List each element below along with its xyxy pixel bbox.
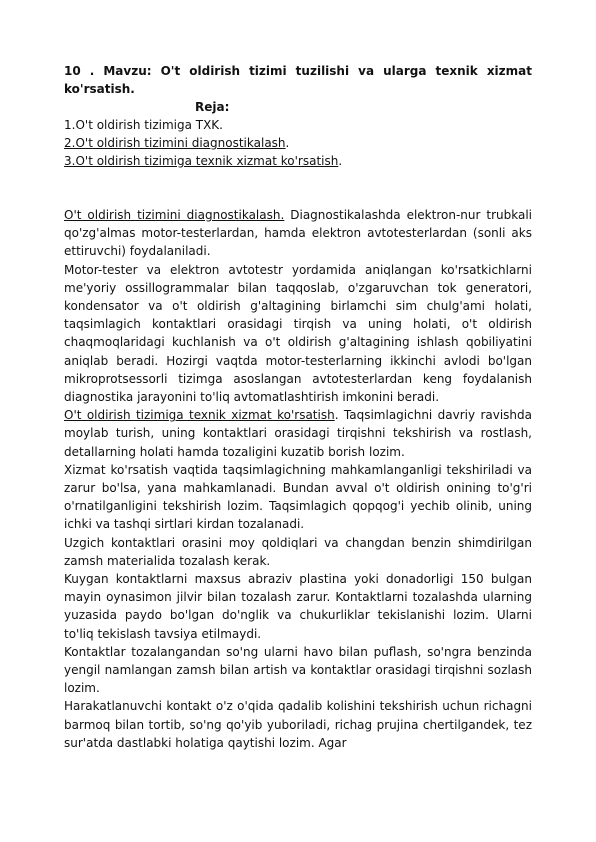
paragraph-service-check: Xizmat ko'rsatish vaqtida taqsimlagichning mahkamlanganligi tekshiriladi va zarur bo'lsa, yana mahkamlanadi. Bundan avval o't oldirish onining to'g'ri o'rnatilganligini tekshirish lozim. Taqsimlagich qopqog'i yechib olinib, uning ichki va tashqi sirtlari kirdan tozalanadi. [64, 462, 532, 532]
section-spacer [64, 170, 532, 206]
paragraph-maintenance-heading: O't oldirish tizimiga texnik xizmat ko'rsatish [64, 408, 335, 423]
paragraph-gap-adjust: Kontaktlar tozalangandan so'ng ularni havo bilan puflash, so'ngra benzinda yengil namlangan zamsh bilan artish va kontaktlar orasidagi tirqishni sozlash lozim. [64, 644, 532, 696]
paragraph-motor-tester: Motor-tester va elektron avtotestr yordamida aniqlangan ko'rsatkichlarni me'yoriy ossillogrammalar bilan taqqoslab, o'zgaruvchan tok generatori, kondensator va o't oldirish g'altagining birlamchi sim chulg'ami holati, taqsimlagich kontaktlari orasidagi tirqish va uning holati, o't oldirish chaqmoqlaridagi kuchlanish va o't oldirish g'altagining ishlash qobiliyatini aniqlab beradi. Hozirgi vaqtda motor-testerlarning ikkinchi avlodi bo'lgan mikroprotsessorli tizimga asoslangan avtotesterlardan keng foydalanish diagnostika jarayonini to'liq avtomatlashtirish imkonini beradi. [64, 262, 532, 405]
paragraph-diagnostics [64, 206, 532, 261]
plan-item-2: 2.O't oldirish tizimini diagnostikalash. [64, 136, 290, 150]
plan-heading: Reja: [195, 100, 230, 114]
paragraph-contacts-cleaning: Uzgich kontaktlari orasini moy qoldiqlari va changdan benzin shimdirilgan zamsh materialida tozalash kerak. [64, 535, 532, 568]
plan-item-1: 1.O't oldirish tizimiga TXK. [64, 118, 223, 132]
plan-item-3: 3.O't oldirish tizimiga texnik xizmat ko'rsatish. [64, 154, 343, 168]
paragraph-moving-contact: Harakatlanuvchi kontakt o'z o'qida qadalib kolishini tekshirish uchun richagni barmoq bilan tortib, so'ng qo'yib yuboriladi, richag prujina chertilgandek, tez sur'atda dastlabki holatiga qaytishi lozim. Agar [64, 699, 532, 750]
paragraph-diagnostics-text: Diagnostikalashda elektron-nur trubkali qo'zg'almas motor-testerlardan, hamda elektron avtotesterlardan (sonli aks ettiruvchi) foydalaniladi. [64, 208, 532, 259]
document-title: 10 . Mavzu: O't oldirish tizimi tuzilishi va ularga texnik xizmat ko'rsatish. [64, 64, 532, 96]
paragraph-maintenance [64, 406, 532, 461]
plan-item-2-text: 2.O't oldirish tizimini diagnostikalash [64, 136, 286, 150]
paragraph-burnt-contacts: Kuygan kontaktlarni maxsus abraziv plastina yoki donadorligi 150 bulgan mayin oynasimon jilvir bilan tozalash zarur. Kontaktlarni tozalashda ularning yuzasida paydo bo'lgan do'nglik va chukurliklar tekislanishi lozim. Ularni to'liq tekislash tavsiya etilmaydi. [64, 572, 532, 641]
plan-item-3-text: 3.O't oldirish tizimiga texnik xizmat ko'rsatish [64, 154, 339, 168]
paragraph-diagnostics-heading: O't oldirish tizimini diagnostikalash. [64, 208, 285, 222]
paragraph-maintenance-text: . Taqsimlagichni davriy ravishda moylab turish, uning kontaktlari orasidagi tirqishni tekshirish va rostlash, detallarning holati hamda tozaligini kuzatib borish lozim. [64, 408, 533, 459]
